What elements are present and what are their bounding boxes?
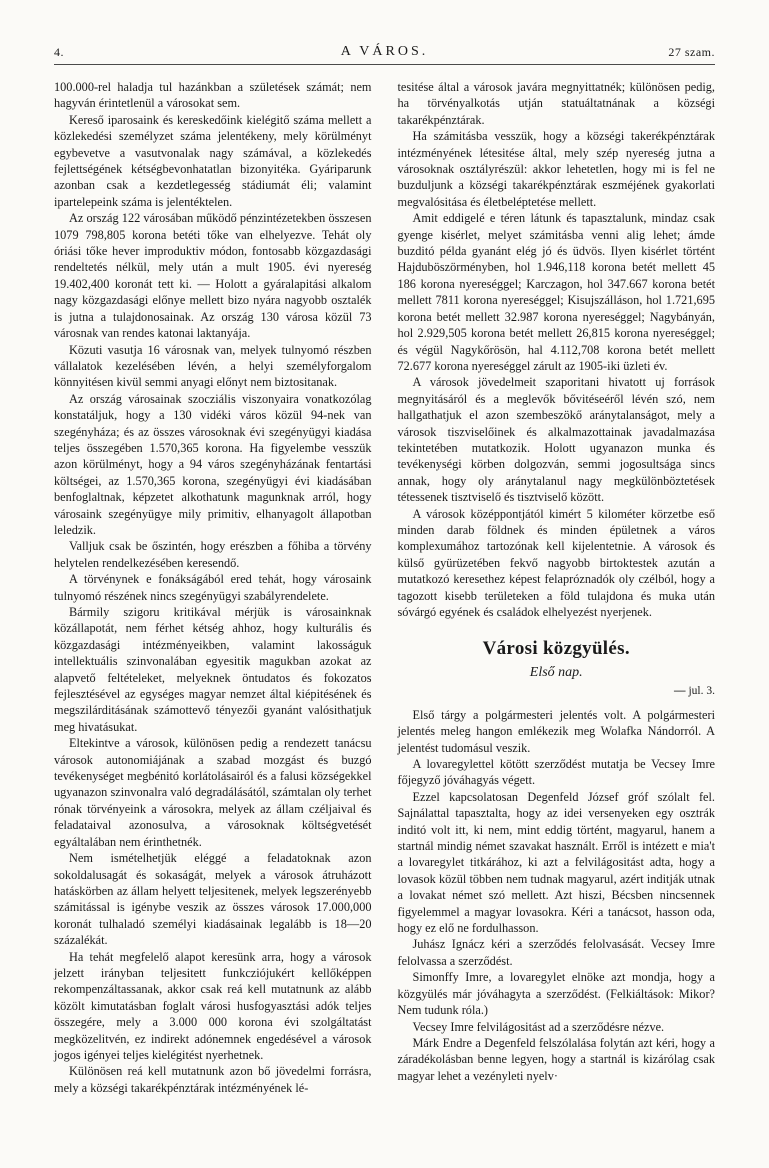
paragraph: Ha számitásba vesszük, hogy a községi takerékpénztárak intézményének létesitése által, mely szép nyereség jutna a városoknak osztályrészül: akkor lehetetlen, hogy mi is fel ne buzduljunk a községi takarékpénztárak eszméjének gyakorlati megvalósitása és életbeléptetése mellett. bbox=[397, 129, 715, 209]
paragraph: Eltekintve a városok, különösen pedig a rendezett tanácsu városok autonomiájának a szabad mozgást és buzgó tevékenységet megbénitó korlátolásairól és a falusi községekkel ugyanazon szinvonalra való degradálásától, számtalan oly terhet rónak törvényeink a városokra, melyek az állam czéljaival és feladataival azonosulva, a városoknak költségvetését egyáltalában nem érinthetnék. bbox=[54, 736, 372, 849]
paragraph: tesitése által a városok javára megnyittatnék; különösen pedig, ha törvényalkotás utján statuáltatnának a községi takarékpénztárak. bbox=[397, 80, 715, 127]
section-title: Városi közgyülés. bbox=[482, 638, 630, 660]
section-date-line bbox=[398, 684, 716, 699]
paragraph: Ha tehát megfelelő alapot keresünk arra, hogy a városok jelzett irányban teljesitett funkcziójukért kellőképpen rekompenzáltassanak, akkor csak reá kell mutatnunk az alább közölt kimutatásban foglalt városi husfogyasztási adók teljes összegére, mely a 3.000 000 korona évi szolgáltatást megközelitvén, ez indirekt adónemnek engedésével a városok jogos igényei teljes kielégitést nyerhetnek. bbox=[54, 949, 372, 1062]
paragraph: Márk Endre a Degenfeld felszólalása folytán azt kéri, hogy a záradékolásban benne legyen, hogy a startnál is kizárólag csak magyar lehet a vezényleti nyelv· bbox=[397, 1035, 715, 1083]
issue-number: 27 szam. bbox=[668, 45, 715, 59]
paragraph: Bármily szigoru kritikával mérjük is városainknak közállapotát, nem férhet kétség ahhoz, hogy kulturális és közgazdasági intézményeikben, valamint lakosságuk intellektuális szinvonalában egyesitik magukban azokat az alapvető feltételeket, melyeknek öntudatos és fokozatos fejlesztésével az egységes magyar nemzet által kiépitésének és megszilárditásának számottevő tényezői gyanánt valósithatjuk meg hivatásukat. bbox=[54, 605, 372, 734]
running-head bbox=[54, 44, 715, 65]
paragraph: Simonffy Imre, a lovaregylet elnöke azt mondja, hogy a közgyülés már jóváhagyta a szerződést. (Felkiáltások: Mikor? Nem tudunk róla.) bbox=[397, 970, 715, 1018]
paragraph: Különösen reá kell mutatnunk azon bő jövedelmi forrásra, mely a községi takarékpénztárak intézményének lé- bbox=[54, 1064, 372, 1095]
paragraph: Vecsey Imre felvilágositást ad a szerződésre nézve. bbox=[412, 1019, 665, 1034]
paragraph: A városok középpontjától kimért 5 kilométer körzetbe eső minden darab földnek és minden épületnek a város komplexumához tartozónak kell kijelentetnie. A városok és külső gyürüzetében fekvő nagyobb birtoktestek azután a mutatkozó keresethez képest felapróznadók oly czélból, hogy a tagozott kisebb területeken a föld tulajdona és muka után sóvárgó egyének és családok elhelyezést nyerjenek. bbox=[397, 506, 715, 619]
paragraph: 100.000-rel haladja tul hazánkban a születések számát; nem hagyván érintetlenül a városokat sem. bbox=[54, 80, 372, 111]
paragraph: A lovaregylettel kötött szerződést mutatja be Vecsey Imre főjegyző jóváhagyás végett. bbox=[397, 757, 715, 788]
paragraph: Ezzel kapcsolatosan Degenfeld József gróf szólalt fel. Sajnálattal tapasztalta, hogy az idei versenyeken egy osztrák inditó volt itt, ki nem, mint eddig történt, magyarul, hanem a startnál mindig német szavakat használt. Erről is intézett e mia't a lovaregylet titkárához, ki azt a felvilágositást adta, hogy a lovasok közül többen nem tudnak magyarul, azért inditják utnak a lovakat német szó mellett. Azt hiszi, Bécsben nincsennek figyelemmel a magyar lovasokra. Kéri a tanácsot, hasson oda, hogy ez elő ne fordulhasson. bbox=[397, 789, 715, 936]
paragraph: Kereső iparosaink és kereskedőink kielégitő száma mellett a közlekedési személyzet száma jelentékeny, mely körülményt egybevetve a vasutvonalak nagy számával, a közlekedés fejlettségének kétségbevonhatatlan bizonyitéka. Gyáriparunk azonban csak a kezdetlegesség stádiumát éli; valamint ipartelepeink száma is jelentéktelen. bbox=[54, 112, 372, 209]
section-date: jul. 3. bbox=[688, 685, 715, 698]
paragraph: Az ország 122 városában működő pénzintézetekben összesen 1079 798,805 korona betéti tőke van elhelyezve. Tehát oly óriási tőke hever improduktiv módon, fontosabb közgazdasági rendeltetés nélkül, mely után a mult 1905. évi nyereség 19.402,400 koronát tett ki. — Holott a gyáralapitási alkalom nagy közgazdasági előnye mellett bizo nyára nagyobb osztalék is jutna a tulajdonosainak. Az ország 130 városa közül 73 városnak van rendes katonai laktanyája. bbox=[54, 211, 372, 341]
paragraph: Nem ismételhetjük eléggé a feladatoknak azon sokoldalusagát és sokaságát, melyek a városok átruházott hatáskörben az állam helyett teljesitenek, melyek legszerényebb számitással is igénybe veszik az összes városok 17.000,000 koronát tulhaladó személyi kiadásainak legalább is 18—20 százalékát. bbox=[54, 851, 372, 948]
right-column bbox=[398, 79, 716, 1129]
page-number: 4. bbox=[54, 45, 64, 59]
publication-title: A VÁROS. bbox=[340, 44, 429, 59]
columns-container bbox=[54, 79, 715, 1129]
paragraph: Közuti vasutja 16 városnak van, melyek tulnyomó részben vállalatok kezelésében lévén, a helyi személyforgalom könnyitésen kivül semmi anyagi előnyt nem biztositanak. bbox=[54, 342, 372, 390]
paragraph: A városok jövedelmeit szaporitani hivatott uj források megnyitásáról és a meglevők bővitéseéről lévén szó, nem hallgathatjuk el azon szembeszökő aránytalanságot, mely a városok tiszviselőinek és alkalmazottainak javadalmazása tekintetében mutatkozik. Holott ugyanazon munka és tevékenységi körben dolgozván, semmi jogosultsága sincs annak, hogy oly aránytalanul nagy megkülönböztetések tétessenek tisztviselő és tisztviselő között. bbox=[397, 375, 715, 505]
paragraph: Amit eddigelé e téren látunk és tapasztalunk, mindaz csak gyenge kisérlet, melyet számitásba venni alig lehet; ámde buzditó példa gyanánt elég jó és üdvös. Ilyen kisérlet történt Hajduböszörményben, hol 1.946,118 korona betét mellett 45 186 korona nyereséggel; Karczagon, hol 347.667 korona betét mellett 7811 korona nyereséggel; Kisujszálláson, hol 1.721,695 korona betét mellett 32.987 korona nyereséggel; Nagybányán, hol 2.929,505 korona betét mellett 26,815 korona nyereséggel; és végül Nagykőrösön, hal 4.112,708 korona betét mellett 72.677 korona nyereséggel zárult az 1905-iki üzleti év. bbox=[397, 211, 715, 373]
left-column bbox=[54, 79, 372, 1129]
paragraph: Juhász Ignácz kéri a szerződés felolvasását. Vecsey Imre felolvassa a szerződést. bbox=[397, 937, 715, 968]
section-subtitle: Első nap. bbox=[529, 664, 583, 680]
paragraph: A törvénynek e fonákságából ered tehát, hogy városaink tulnyomó részének nincs szegényügyi szabályrendelete. bbox=[54, 572, 372, 603]
paragraph: Első tárgy a polgármesteri jelentés volt. A polgármesteri jelentés meleg hangon emlékezik meg Wolafka Nándorról. A jelentést tudomásul veszik. bbox=[397, 707, 715, 755]
paragraph: Az ország városainak szocziális viszonyaira vonatkozólag konstatáljuk, hogy a 130 vidéki város közül 94-nek van szegényháza; és az összes városoknak évi szegényügyi kiadása teljes összegében 1.570,365 korona. Ha figyelembe vesszük azon körülményt, hogy a 94 város szegényházának fentartási költségei, az 1.570,365 korona, szegényügyi évi kiadásában benfoglaltnak, képzetet alkothatunk magunknak arról, hogy városaink szegényügye mily primitiv, elhanyagolt állapotban leledzik. bbox=[54, 391, 372, 537]
date-dash: — bbox=[673, 685, 686, 698]
paragraph: Valljuk csak be őszintén, hogy erészben a főhiba a törvény helytelen rendelkezésében keresendő. bbox=[54, 539, 372, 570]
